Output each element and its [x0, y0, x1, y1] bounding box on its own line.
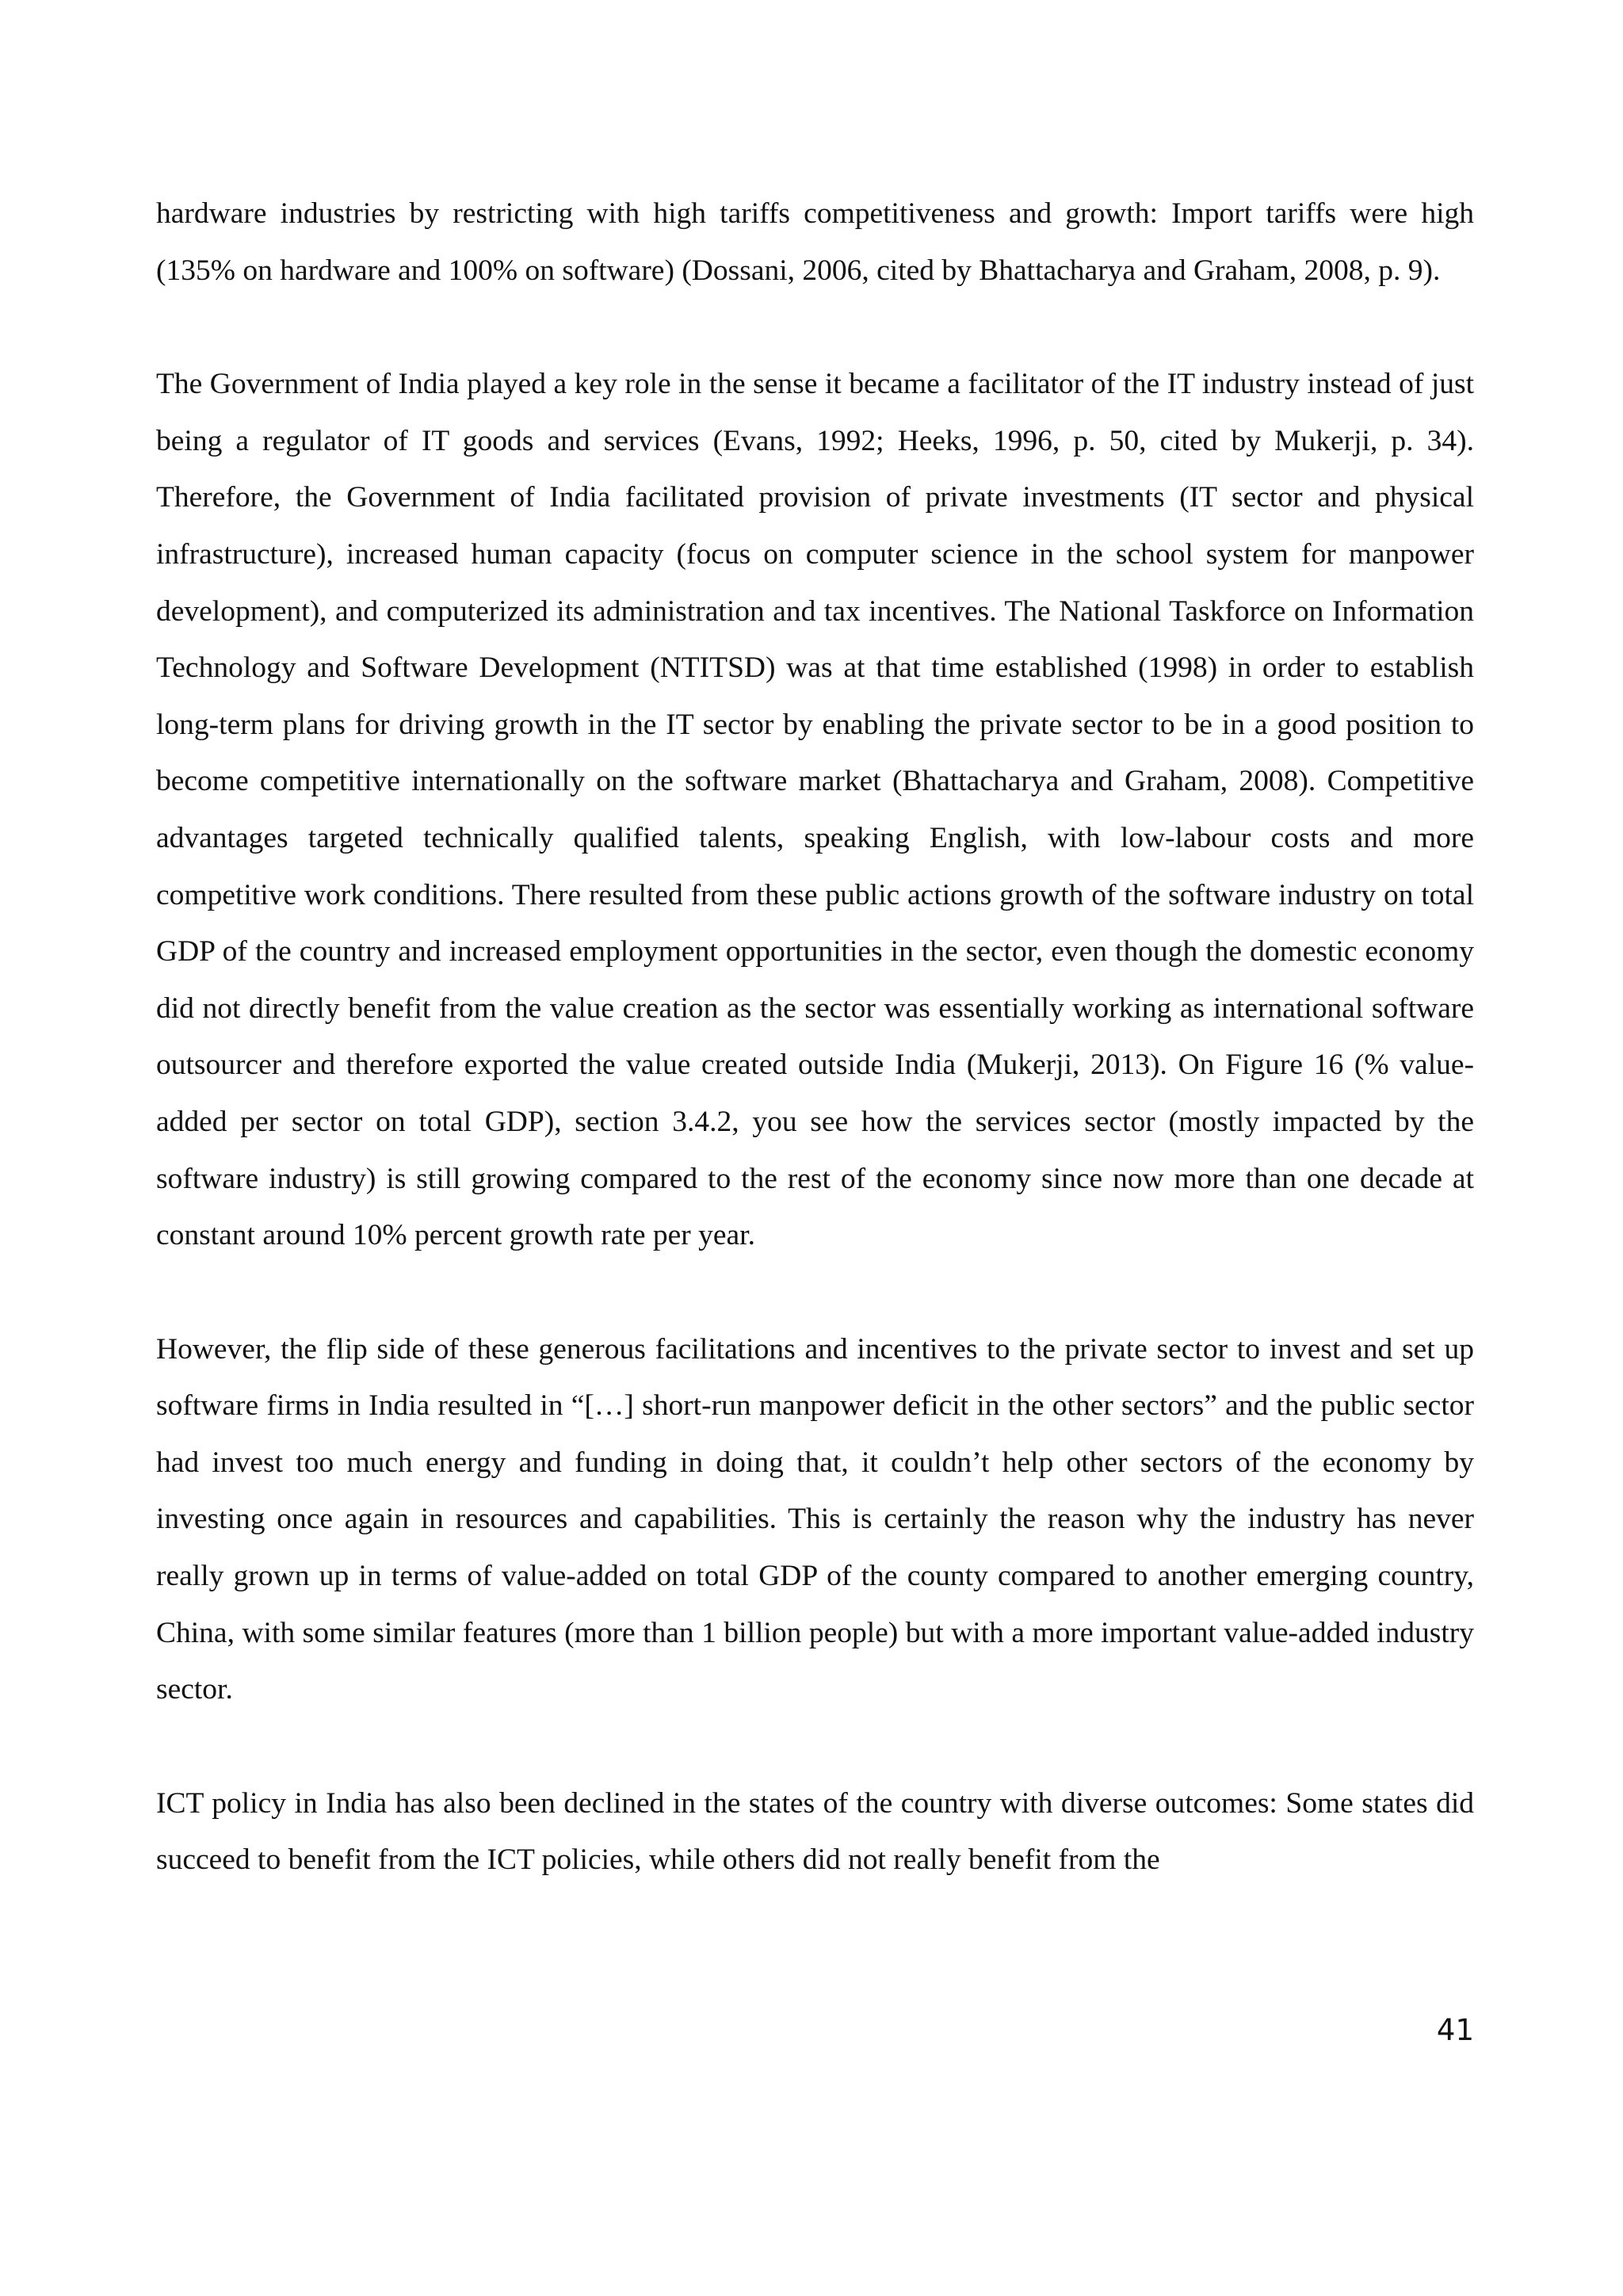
paragraph-tariffs: hardware industries by restricting with high tariffs competitiveness and growth: Import tariffs were high (135% on hardware and 100% on software) (Dossani, 2006, cited by Bhattacharya and Graham, 2008, p. 9).	[156, 197, 1474, 287]
page-body	[156, 185, 1474, 1889]
paragraph-flip-side: However, the flip side of these generous facilitations and incentives to the private sector to invest and set up software firms in India resulted in “[…] short-run manpower deficit in the other sectors” and the public sector had invest too much energy and funding in doing that, it couldn’t help other sectors of the economy by investing once again in resources and capabilities. This is certainly the reason why the industry has never really grown up in terms of value-added on total GDP of the county compared to another emerging country, China, with some similar features (more than 1 billion people) but with a more important value-added industry sector.	[156, 1332, 1474, 1706]
paragraph-government-role: The Government of India played a key role in the sense it became a facilitator of the IT industry instead of just being a regulator of IT goods and services (Evans, 1992; Heeks, 1996, p. 50, cited by Mukerji, p. 34). Therefore, the Government of India facilitated provision of private investments (IT sector and physical infrastructure), increased human capacity (focus on computer science in the school system for manpower development), and computerized its administration and tax incentives. The National Taskforce on Information Technology and Software Development (NTITSD) was at that time established (1998) in order to establish long-term plans for driving growth in the IT sector by enabling the private sector to be in a good position to become competitive internationally on the software market (Bhattacharya and Graham, 2008). Competitive advantages targeted technically qualified talents, speaking English, with low-labour costs and more competitive work conditions. There resulted from these public actions growth of the software industry on total GDP of the country and increased employment opportunities in the sector, even though the domestic economy did not directly benefit from the value creation as the sector was essentially working as international software outsourcer and therefore exported the value created outside India (Mukerji, 2013). On Figure 16 (% value-added per sector on total GDP), section 3.4.2, you see how the services sector (mostly impacted by the software industry) is still growing compared to the rest of the economy since now more than one decade at constant around 10% percent growth rate per year.	[156, 368, 1474, 1252]
page-number: 41	[1436, 2013, 1474, 2047]
paragraph-ict-policy-states: ICT policy in India has also been declined in the states of the country with diverse outcomes: Some states did succeed to benefit from the ICT policies, while others did not really benefit from the	[156, 1786, 1474, 1877]
